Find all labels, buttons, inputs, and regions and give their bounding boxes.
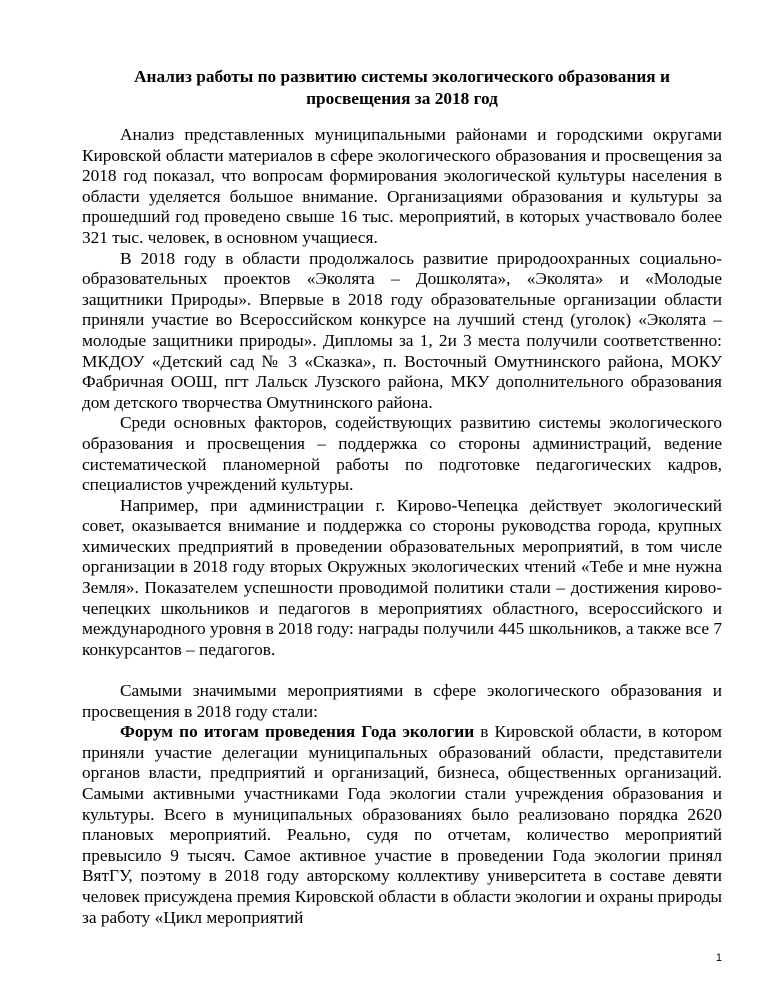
document-title — [82, 66, 722, 110]
page-number: 1 — [715, 952, 722, 964]
paragraph-forum — [82, 722, 722, 928]
paragraph-kirovo-chepetsk: Например, при администрации г. Кирово-Чепецка действует экологический совет, оказывается внимание и поддержка со стороны руководства города, крупных химических предприятий в проведении образовательных мероприятий, в том числе организации в 2018 году вторых Окружных экологических чтений «Тебе и мне нужна Земля». Показателем успешности проводимой политики стали – достижения кирово-чепецких школьников и педагогов в мероприятиях областного, всероссийского и международного уровня в 2018 году: награды получили 445 школьников, а также все 7 конкурсантов – педагогов. — [82, 495, 722, 659]
paragraph-key-events: Самыми значимыми мероприятиями в сфере экологического образования и просвещения в 2018 году стали: — [82, 681, 722, 721]
title-line-2: просвещения за 2018 год — [306, 89, 498, 108]
paragraph-factors: Среди основных факторов, содействующих развитию системы экологического образования и просвещения – поддержка со стороны администраций, ведение систематической планомерной работы по подготовке педагогических кадров, специалистов учреждений культуры. — [82, 413, 722, 495]
document-body — [82, 125, 722, 928]
forum-heading: Форум по итогам проведения Года экологии — [120, 722, 475, 742]
forum-text: в Кировской области, в котором приняли участие делегации муниципальных образований области, представители органов власти, предприятий и организаций, бизнеса, общественных организаций. Самыми активными участниками Года экологии стали учреждения образования и культуры. Всего в муниципальных образованиях было реализовано порядка 2620 плановых мероприятий. Реально, судя по отчетам, количество мероприятий превысило 9 тысяч. Самое активное участие в проведении Года экологии принял ВятГУ, поэтому в 2018 году авторскому коллективу университета в составе девяти человек присуждена премия Кировской области в области экологии и охраны природы за работу «Цикл мероприятий — [82, 722, 722, 927]
paragraph-eco-projects: В 2018 году в области продолжалось развитие природоохранных социально-образовательных проектов «Эколята – Дошколята», «Эколята» и «Молодые защитники Природы». Впервые в 2018 году образовательные организации области приняли участие во Всероссийском конкурсе на лучший стенд (уголок) «Эколята – молодые защитники природы». Дипломы за 1, 2и 3 места получили соответственно: МКДОУ «Детский сад № 3 «Сказка», п. Восточный Омутнинского района, МОКУ Фабричная ООШ, пгт Лальск Лузского района, МКУ дополнительного образования дом детского творчества Омутнинского района. — [82, 248, 722, 412]
paragraph-intro: Анализ представленных муниципальными районами и городскими округами Кировской области материалов в сфере экологического образования и просвещения за 2018 год показал, что вопросам формирования экологической культуры населения в области уделяется большое внимание. Организациями образования и культуры за прошедший год проведено свыше 16 тыс. мероприятий, в которых участвовало более 321 тыс. человек, в основном учащиеся. — [82, 125, 722, 247]
title-line-1: Анализ работы по развитию системы экологического образования и — [134, 67, 670, 86]
